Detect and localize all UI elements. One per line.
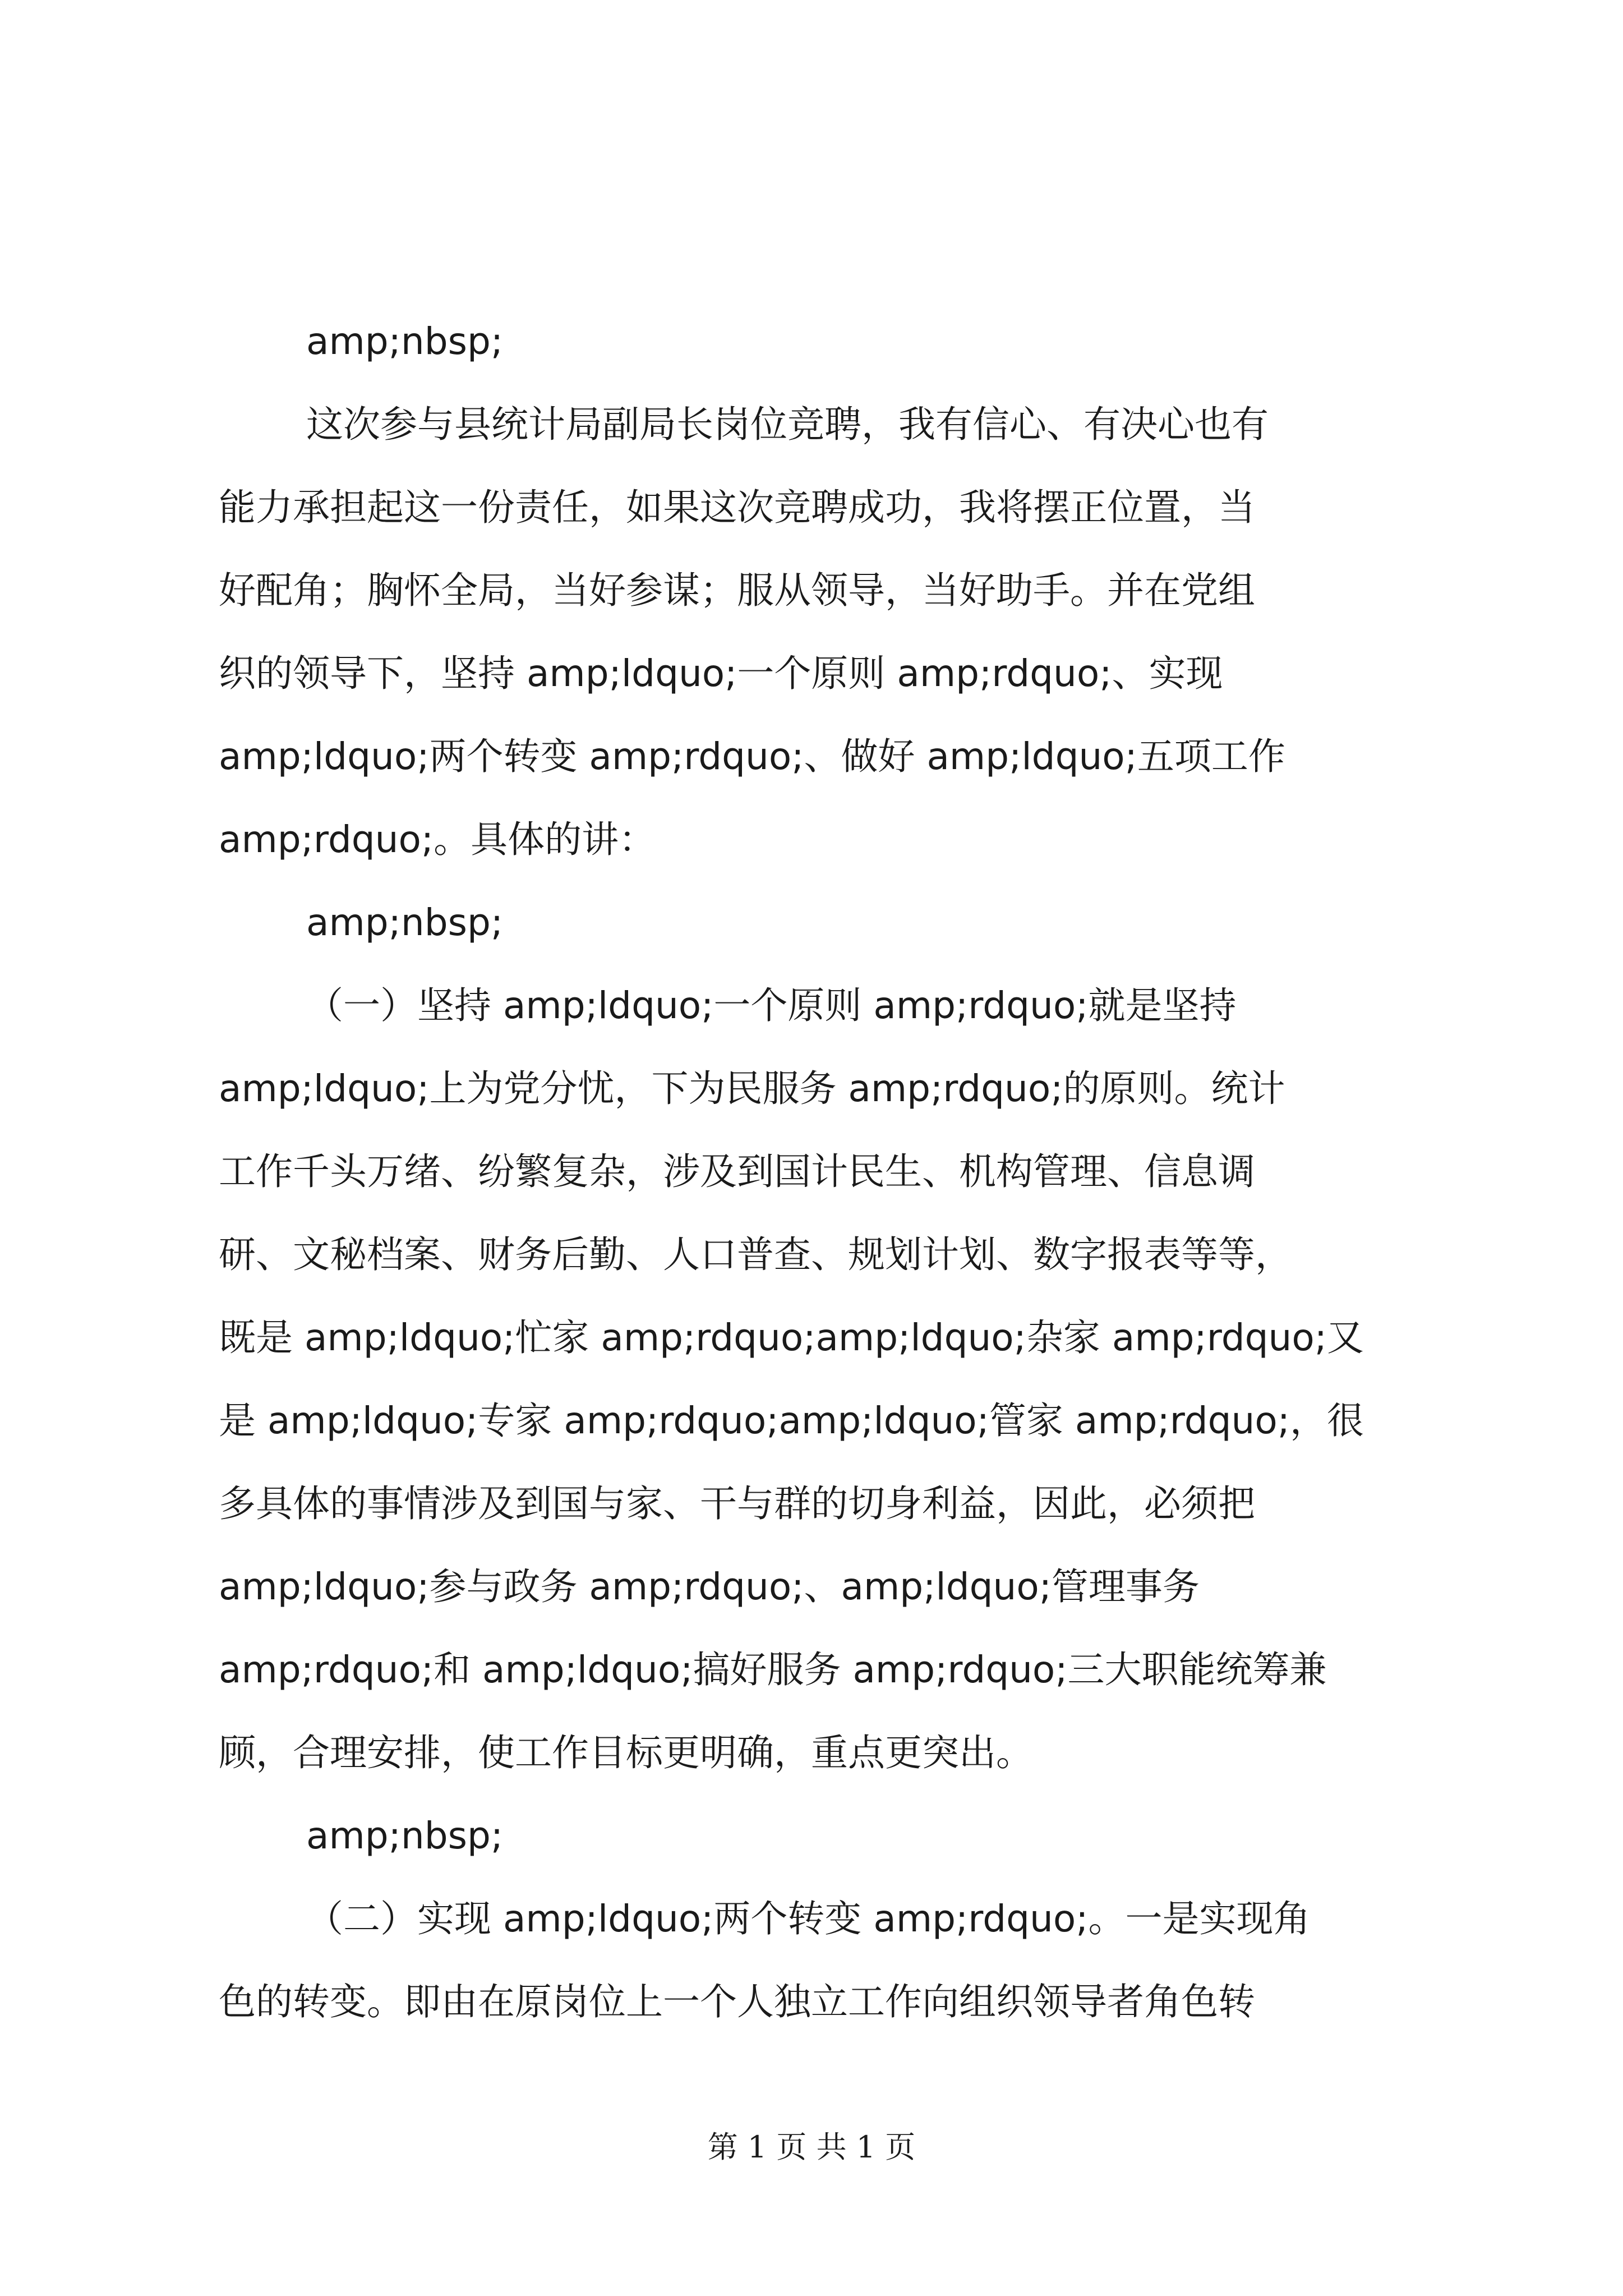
text-line: amp;rdquo;和 amp;ldquo;搞好服务 amp;rdquo;三大职能统筹兼 — [219, 1648, 1327, 1691]
text-line: （二）实现 amp;ldquo;两个转变 amp;rdquo;。一是实现角 — [306, 1897, 1311, 1940]
text-line: amp;nbsp; — [306, 1814, 504, 1857]
text-line: 顾，合理安排，使工作目标更明确，重点更突出。 — [219, 1731, 1033, 1774]
text-line: amp;ldquo;参与政务 amp;rdquo;、amp;ldquo;管理事务 — [219, 1565, 1200, 1608]
text-line: 既是 amp;ldquo;忙家 amp;rdquo;amp;ldquo;杂家 amp;rdquo;又 — [219, 1316, 1364, 1359]
text-line: amp;rdquo;。具体的讲： — [219, 818, 656, 861]
text-line: 多具体的事情涉及到国与家、干与群的切身利益，因此，必须把 — [219, 1482, 1255, 1525]
text-line: 色的转变。即由在原岗位上一个人独立工作向组织领导者角色转 — [219, 1980, 1255, 2023]
text-line: （一）坚持 amp;ldquo;一个原则 amp;rdquo;就是坚持 — [306, 984, 1237, 1027]
text-line: amp;ldquo;两个转变 amp;rdquo;、做好 amp;ldquo;五项工作 — [219, 735, 1285, 778]
text-line: 是 amp;ldquo;专家 amp;rdquo;amp;ldquo;管家 amp;rdquo;，很 — [219, 1399, 1364, 1442]
page-footer: 第 1 页 共 1 页 — [707, 2129, 916, 2165]
text-line: 能力承担起这一份责任，如果这次竞聘成功，我将摆正位置，当 — [219, 486, 1255, 529]
text-line: 工作千头万绪、纷繁复杂，涉及到国计民生、机构管理、信息调 — [219, 1150, 1255, 1193]
text-line: 织的领导下，坚持 amp;ldquo;一个原则 amp;rdquo;、实现 — [219, 652, 1223, 695]
text-line: amp;nbsp; — [306, 320, 504, 363]
text-line: 这次参与县统计局副局长岗位竞聘，我有信心、有决心也有 — [306, 403, 1269, 446]
document-body — [219, 300, 1424, 2044]
text-line: amp;ldquo;上为党分忧，下为民服务 amp;rdquo;的原则。统计 — [219, 1067, 1285, 1110]
text-line: 好配角；胸怀全局，当好参谋；服从领导，当好助手。并在党组 — [219, 569, 1255, 612]
text-line: amp;nbsp; — [306, 901, 504, 944]
text-line: 研、文秘档案、财务后勤、人口普查、规划计划、数字报表等等， — [219, 1233, 1292, 1276]
